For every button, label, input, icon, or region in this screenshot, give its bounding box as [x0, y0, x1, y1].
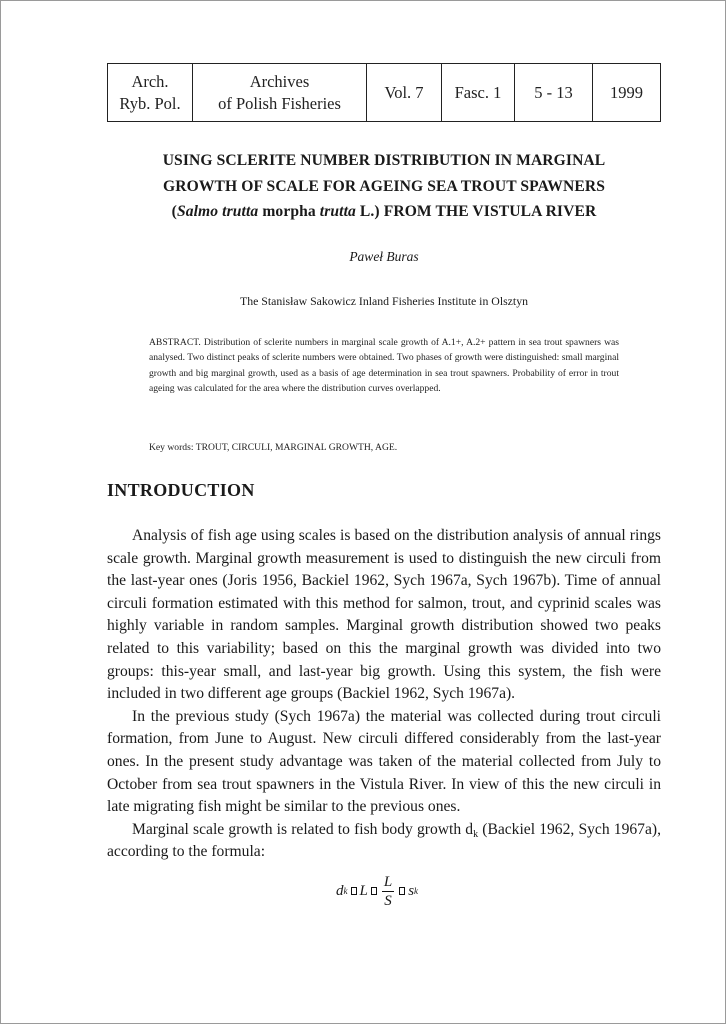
- journal-name-line2: of Polish Fisheries: [218, 93, 341, 113]
- missing-glyph-box-icon: [399, 887, 405, 895]
- formula-fraction: [382, 873, 394, 910]
- section-heading-introduction: INTRODUCTION: [107, 480, 255, 500]
- formula: d k L $\frac{L}{S}$ s k: [336, 873, 419, 909]
- missing-glyph-box-icon: [351, 887, 357, 895]
- paragraph-1: Analysis of fish age using scales is based on the distribution analysis of annual rings scale growth. Marginal growth measurement is used to distinguish the new circuli from the last-year ones (Joris 1956, Backiel 1962, Sych 1967a, Sych 1967b). Time of annual circuli formation estimated with this method for salmon, trout, and cyprinid scales was highly variable in random samples. Marginal growth distribution showed two peaks related to this variability; based on this the marginal growth was divided into two groups: this-year small, and last-year big growth. Using this system, the fish were included in two different age groups (Backiel 1962, Sych 1967a).: [107, 527, 661, 703]
- keywords: Key words: TROUT, CIRCULI, MARGINAL GROWTH, AGE.: [149, 442, 398, 453]
- author-affiliation: The Stanisław Sakowicz Inland Fisheries Institute in Olsztyn: [240, 294, 528, 308]
- title-line3-end: L.) FROM THE VISTULA RIVER: [355, 203, 597, 220]
- fraction-numerator: L: [383, 873, 393, 890]
- title-open-paren: (: [171, 203, 177, 220]
- journal-header-table: [107, 63, 661, 122]
- title-line-2: GROWTH OF SCALE FOR AGEING SEA TROUT SPAWNERS: [163, 177, 605, 195]
- formula-lhs: d: [336, 882, 344, 899]
- title-morpha: morpha: [258, 203, 320, 220]
- volume-cell: Vol. 7: [367, 64, 442, 121]
- journal-name-line1: Archives: [249, 71, 310, 91]
- fascicle-cell: Fasc. 1: [442, 64, 515, 121]
- year-cell: 1999: [610, 82, 643, 102]
- formula-rhs: s: [408, 882, 415, 899]
- journal-abbrev-line2: Ryb. Pol.: [119, 93, 181, 113]
- paragraph-2: In the previous study (Sych 1967a) the material was collected during trout circuli formation, from June to August. New circuli differed considerably from the last-year ones. In the present study advantage was taken of the material collected from July to October from sea trout spawners in the Vistula River. In view of this the new circuli in late migrating fish might be similar to the previous ones.: [107, 707, 661, 816]
- paragraph-3-text-b: (Backiel 1962, Sych 1967a), according to the formula:: [107, 820, 661, 861]
- missing-glyph-box-icon: [371, 887, 377, 895]
- paper-title: [100, 148, 668, 225]
- paragraph-3-text-a: Marginal scale growth is related to fish body growth d: [132, 820, 474, 838]
- species-genus: Salmo trutta: [176, 203, 259, 220]
- paragraph-3: [107, 819, 661, 864]
- pages-cell: 5 - 13: [515, 64, 593, 121]
- introduction-body: [107, 525, 661, 864]
- paragraph-3-subscript: k: [473, 828, 479, 840]
- formula-term-L: L: [359, 882, 368, 899]
- journal-name-cell: [193, 64, 367, 121]
- title-line-1: USING SCLERITE NUMBER DISTRIBUTION IN MARGINAL: [162, 152, 606, 169]
- title-line-3: [100, 199, 668, 225]
- species-form: trutta: [319, 203, 356, 220]
- abstract: ABSTRACT. Distribution of sclerite numbers in marginal scale growth of A.1+, A.2+ pattern in sea trout spawners was analysed. Two distinct peaks of sclerite numbers were obtained. Two phases of growth were distinguished: small marginal growth and big marginal growth, used as a basis of age determination in sea trout spawners. Probability of error in trout ageing was calculated for the area where the distribution curves overlapped.: [149, 337, 619, 394]
- journal-abbrev-cell: [108, 64, 193, 121]
- journal-abbrev-line1: Arch.: [131, 71, 169, 91]
- fraction-denominator: S: [384, 892, 392, 909]
- author-name: Paweł Buras: [349, 249, 419, 264]
